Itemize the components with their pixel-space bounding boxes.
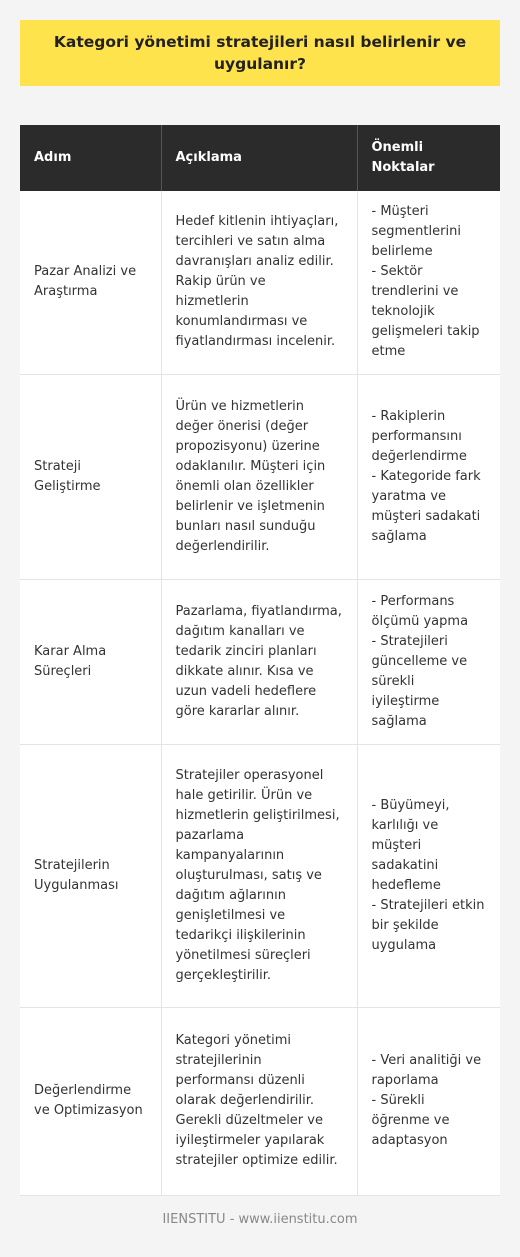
header-step: Adım <box>20 125 161 191</box>
step-cell: Karar Alma Süreçleri <box>20 579 161 744</box>
description-cell: Pazarlama, fiyatlandırma, dağıtım kanalları ve tedarik zinciri planları dikkate alınır. Kısa ve uzun vadeli hedeflere göre kararlar alınır. <box>161 579 357 744</box>
description-cell: Stratejiler operasyonel hale getirilir. Ürün ve hizmetlerin geliştirilmesi, pazarlama kampanyalarının oluşturulması, satış ve dağıtım ağlarının genişletilmesi ve tedarikçi ilişkilerinin yönetilmesi süreçleri gerçekleştirilir. <box>161 744 357 1007</box>
step-cell: Değerlendirme ve Optimizasyon <box>20 1007 161 1195</box>
notes-cell: - Performans ölçümü yapma - Stratejileri güncelleme ve sürekli iyileştirme sağlama <box>357 579 500 744</box>
table-row <box>20 374 500 579</box>
table-header-row <box>20 125 500 191</box>
notes-cell: - Müşteri segmentlerini belirleme - Sektör trendlerini ve teknolojik gelişmeleri takip etme <box>357 191 500 374</box>
table-row <box>20 191 500 374</box>
header-description: Açıklama <box>161 125 357 191</box>
header-notes: Önemli Noktalar <box>357 125 500 191</box>
footer-credit: IIENSTITU - www.iienstitu.com <box>162 1212 358 1227</box>
description-cell: Ürün ve hizmetlerin değer önerisi (değer propozisyonu) üzerine odaklanılır. Müşteri için önemli olan özellikler belirlenir ve işletmenin bunları nasıl sunduğu değerlendirilir. <box>161 374 357 579</box>
step-cell: Stratejilerin Uygulanması <box>20 744 161 1007</box>
page-title: Kategori yönetimi stratejileri nasıl belirlenir ve uygulanır? <box>53 33 467 73</box>
step-cell: Strateji Geliştirme <box>20 374 161 579</box>
description-cell: Kategori yönetimi stratejilerinin performansı düzenli olarak değerlendirilir. Gerekli düzeltmeler ve iyileştirmeler yapılarak stratejiler optimize edilir. <box>161 1007 357 1195</box>
table-row <box>20 744 500 1007</box>
notes-cell: - Rakiplerin performansını değerlendirme - Kategoride fark yaratma ve müşteri sadakati sağlama <box>357 374 500 579</box>
description-cell: Hedef kitlenin ihtiyaçları, tercihleri ve satın alma davranışları analiz edilir. Rakip ürün ve hizmetlerin konumlandırması ve fiyatlandırması incelenir. <box>161 191 357 374</box>
table-row <box>20 1007 500 1195</box>
table-row <box>20 579 500 744</box>
notes-cell: - Büyümeyi, karlılığı ve müşteri sadakatini hedefleme - Stratejileri etkin bir şekilde uygulama <box>357 744 500 1007</box>
title-banner <box>20 20 500 86</box>
strategy-table <box>20 125 500 1196</box>
notes-cell: - Veri analitiği ve raporlama - Sürekli öğrenme ve adaptasyon <box>357 1007 500 1195</box>
step-cell: Pazar Analizi ve Araştırma <box>20 191 161 374</box>
